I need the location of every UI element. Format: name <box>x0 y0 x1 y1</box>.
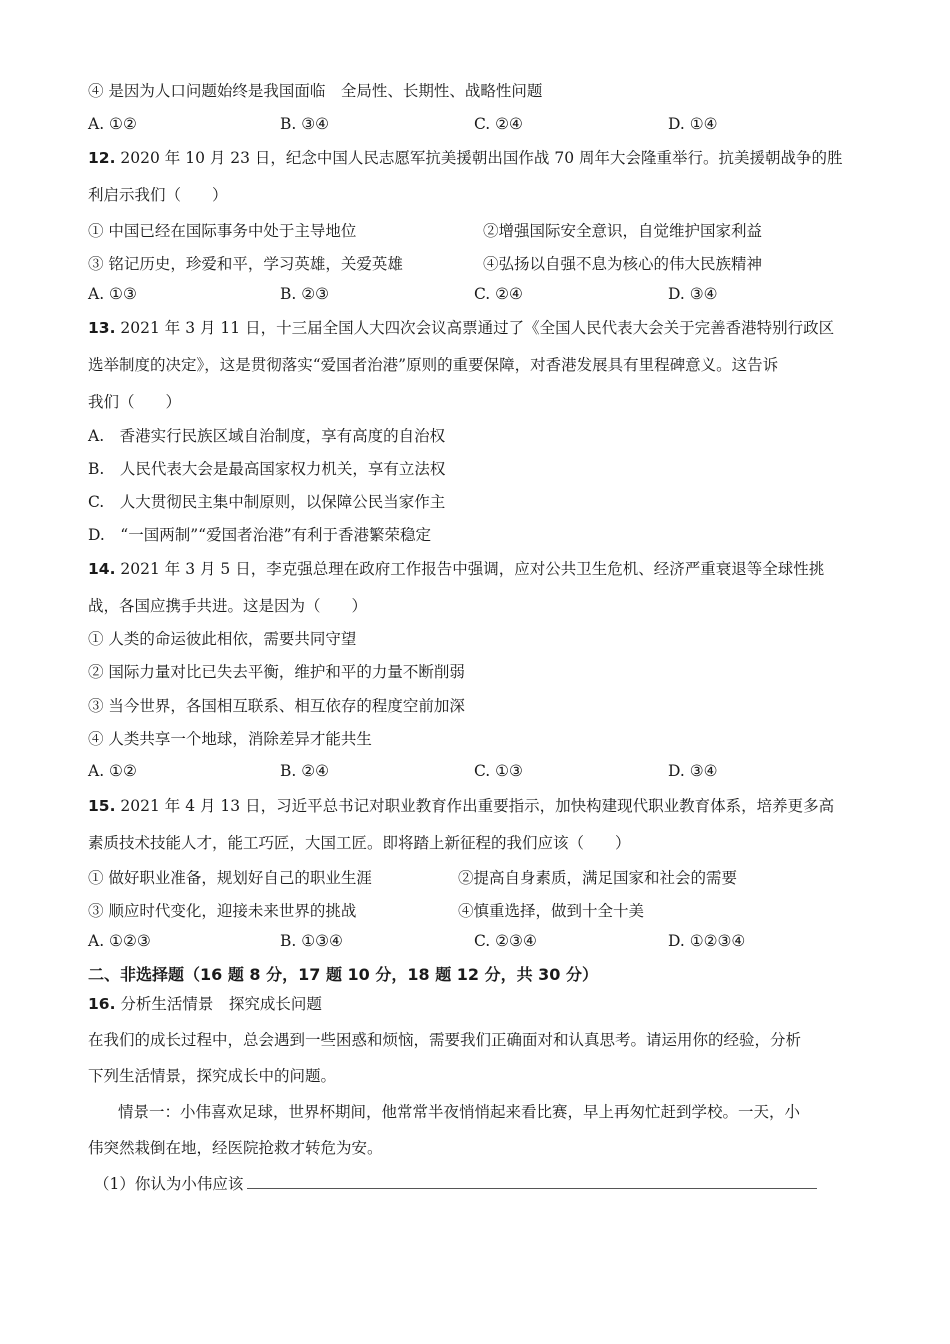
q16-subquestion-1 <box>94 1174 817 1194</box>
q13-stem-line2: 选举制度的决定》，这是贯彻落实“爱国者治港”原则的重要保障，对香港发展具有里程碑意义。这告诉 <box>88 356 779 374</box>
q14-number: 14. <box>88 560 116 578</box>
q11-option-a[interactable]: A. ①② <box>88 115 137 133</box>
q13-option-b[interactable]: B. 人民代表大会是最高国家权力机关，享有立法权 <box>88 460 446 478</box>
answer-blank[interactable] <box>247 1174 817 1189</box>
q13-number: 13. <box>88 319 116 337</box>
q14-stem-line2: 战，各国应携手共进。这是因为（ ） <box>88 597 368 615</box>
q12-number: 12. <box>88 149 116 167</box>
q16-intro-line1: 在我们的成长过程中，总会遇到一些困惑和烦恼，需要我们正确面对和认真思考。请运用你的经验，分析 <box>88 1031 802 1049</box>
section-2-heading: 二、非选择题（16 题 8 分，17 题 10 分，18 题 12 分，共 30 分） <box>88 965 599 984</box>
q12-statements-row1 <box>88 219 878 239</box>
q13-stem-line1 <box>88 318 834 338</box>
q14-option-d[interactable]: D. ③④ <box>668 762 718 780</box>
q11-option-c[interactable]: C. ②④ <box>474 115 523 133</box>
q15-stem-line2: 素质技术技能人才，能工巧匠，大国工匠。即将踏上新征程的我们应该（ ） <box>88 834 631 852</box>
q13-stem-text1: 2021 年 3 月 11 日，十三届全国人大四次会议高票通过了《全国人民代表大会关于完善香港特别行政区 <box>120 319 835 337</box>
q16-scene1-line2: 伟突然栽倒在地，经医院抢救才转危为安。 <box>88 1139 383 1157</box>
q12-options <box>88 285 878 305</box>
q12-statement-2: ②增强国际安全意识，自觉维护国家利益 <box>483 222 763 240</box>
q13-option-d[interactable]: D. “一国两制”“爱国者治港”有利于香港繁荣稳定 <box>88 526 431 544</box>
q14-stem-text1: 2021 年 3 月 5 日，李克强总理在政府工作报告中强调，应对公共卫生危机、经济严重衰退等全球性挑 <box>120 560 825 578</box>
q16-title: 分析生活情景 探究成长问题 <box>120 995 322 1013</box>
q14-statement-2: ② 国际力量对比已失去平衡，维护和平的力量不断削弱 <box>88 663 465 681</box>
q12-option-d[interactable]: D. ③④ <box>668 285 718 303</box>
q12-option-c[interactable]: C. ②④ <box>474 285 523 303</box>
q11-option-b[interactable]: B. ③④ <box>280 115 330 133</box>
q15-options <box>88 932 878 952</box>
q13-option-c[interactable]: C. 人大贯彻民主集中制原则，以保障公民当家作主 <box>88 493 446 511</box>
q16-title-line <box>88 994 322 1014</box>
q12-statement-4: ④弘扬以自强不息为核心的伟大民族精神 <box>483 255 763 273</box>
q15-statements-row1 <box>88 866 878 886</box>
q12-statement-1: ① 中国已经在国际事务中处于主导地位 <box>88 222 357 240</box>
q12-stem-line2: 利启示我们（ ） <box>88 186 228 204</box>
q15-statements-row2 <box>88 899 878 919</box>
q15-statement-1: ① 做好职业准备，规划好自己的职业生涯 <box>88 869 372 887</box>
q14-options <box>88 762 878 782</box>
q16-sub1-prompt: （1）你认为小伟应该 <box>94 1175 244 1193</box>
q14-statement-3: ③ 当今世界，各国相互联系、相互依存的程度空前加深 <box>88 697 465 715</box>
q15-option-b[interactable]: B. ①③④ <box>280 932 343 950</box>
q12-statements-row2 <box>88 252 878 272</box>
q16-intro-line2: 下列生活情景，探究成长中的问题。 <box>88 1067 337 1085</box>
q11-options <box>88 115 878 135</box>
q14-statement-1: ① 人类的命运彼此相依，需要共同守望 <box>88 630 357 648</box>
q15-option-a[interactable]: A. ①②③ <box>88 932 151 950</box>
q11-statement-4: ④ 是因为人口问题始终是我国面临 全局性、长期性、战略性问题 <box>88 82 543 100</box>
q15-stem-text1: 2021 年 4 月 13 日，习近平总书记对职业教育作出重要指示，加快构建现代职业教育体系，培养更多高 <box>120 797 835 815</box>
q14-option-c[interactable]: C. ①③ <box>474 762 523 780</box>
q13-option-a[interactable]: A. 香港实行民族区域自治制度，享有高度的自治权 <box>88 427 446 445</box>
q12-option-a[interactable]: A. ①③ <box>88 285 137 303</box>
q15-number: 15. <box>88 797 116 815</box>
q12-stem-line1 <box>88 148 843 168</box>
q15-option-d[interactable]: D. ①②③④ <box>668 932 746 950</box>
q15-stem-line1 <box>88 796 834 816</box>
q16-scene1-line1: 情景一：小伟喜欢足球，世界杯期间，他常常半夜悄悄起来看比赛，早上再匆忙赶到学校。一天，小 <box>118 1103 801 1121</box>
q15-statement-3: ③ 顺应时代变化，迎接未来世界的挑战 <box>88 902 357 920</box>
q11-option-d[interactable]: D. ①④ <box>668 115 718 133</box>
q14-option-a[interactable]: A. ①② <box>88 762 137 780</box>
q14-option-b[interactable]: B. ②④ <box>280 762 330 780</box>
q12-option-b[interactable]: B. ②③ <box>280 285 330 303</box>
q14-stem-line1 <box>88 559 824 579</box>
q15-statement-4: ④慎重选择，做到十全十美 <box>458 902 645 920</box>
q16-number: 16. <box>88 995 116 1013</box>
q15-option-c[interactable]: C. ②③④ <box>474 932 537 950</box>
q14-statement-4: ④ 人类共享一个地球，消除差异才能共生 <box>88 730 372 748</box>
q12-stem-text1: 2020 年 10 月 23 日，纪念中国人民志愿军抗美援朝出国作战 70 周年大会隆重举行。抗美援朝战争的胜 <box>120 149 843 167</box>
q13-stem-line3: 我们（ ） <box>88 393 182 411</box>
q15-statement-2: ②提高自身素质，满足国家和社会的需要 <box>458 869 738 887</box>
q12-statement-3: ③ 铭记历史，珍爱和平，学习英雄，关爱英雄 <box>88 255 403 273</box>
